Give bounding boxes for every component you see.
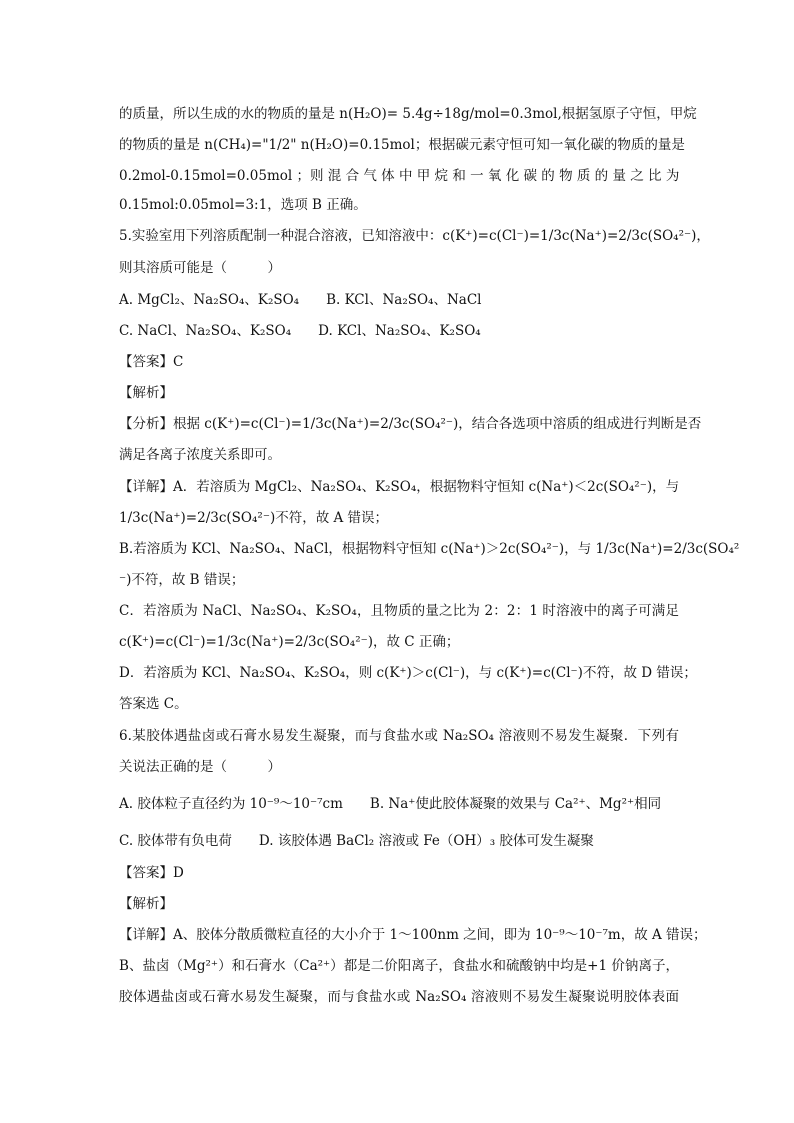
text-line: 答案选 C。	[119, 696, 188, 712]
text-line: C．若溶质为 NaCl、Na₂SO₄、K₂SO₄，且物质的量之比为 2：2：1 时溶液中的离子可满足	[119, 603, 679, 619]
text-line: B、盐卤（Mg²⁺）和石膏水（Ca²⁺）都是二价阳离子，食盐水和硫酸钠中均是+1 价钠离子，	[119, 958, 679, 974]
text-line: 【详解】A、胶体分散质微粒直径的大小介于 1～100nm 之间，即为 10⁻⁹～10⁻⁷m，故 A 错误；	[119, 927, 707, 943]
question-6-stem-cont: 关说法正确的是（ ）	[119, 759, 281, 775]
text-line: B.若溶质为 KCl、Na₂SO₄、NaCl，根据物料守恒知 c(Na⁺)＞2c(SO₄²⁻)，与 1/3c(Na⁺)=2/3c(SO₄²	[119, 541, 740, 557]
text-line: 0.2mol-0.15mol=0.05mol ；则 混 合 气 体 中 甲 烷 和 一 氧 化 碳 的 物 质 的 量 之 比 为	[119, 168, 680, 184]
text-line: 的质量，所以生成的水的物质的量是 n(H₂O)= 5.4g÷18g/mol=0.3mol,根据氢原子守恒，甲烷	[119, 106, 697, 122]
answer-label: 【答案】D	[119, 865, 184, 881]
question-6-options-ab: A. 胶体粒子直径约为 10⁻⁹～10⁻⁷cm B. Na⁺使此胶体凝聚的效果与 Ca²⁺、Mg²⁺相同	[119, 796, 662, 812]
question-6-options-cd: C. 胶体带有负电荷 D. 该胶体遇 BaCl₂ 溶液或 Fe（OH）₃ 胶体可发生凝聚	[119, 833, 594, 849]
answer-label: 【答案】C	[119, 354, 184, 370]
text-line: 1/3c(Na⁺)=2/3c(SO₄²⁻)不符，故 A 错误；	[119, 510, 389, 526]
question-5-stem-cont: 则其溶质可能是（ ）	[119, 260, 281, 276]
question-5-options-cd: C. NaCl、Na₂SO₄、K₂SO₄ D. KCl、Na₂SO₄、K₂SO₄	[119, 323, 481, 339]
analysis-label: 【解析】	[119, 385, 173, 401]
text-line: 【分析】根据 c(K⁺)=c(Cl⁻)=1/3c(Na⁺)=2/3c(SO₄²⁻)，结合各选项中溶质的组成进行判断是否	[119, 416, 702, 432]
question-6-stem: 6.某胶体遇盐卤或石膏水易发生凝聚，而与食盐水或 Na₂SO₄ 溶液则不易发生凝聚．下列有	[119, 728, 679, 744]
question-5-stem: 5.实验室用下列溶质配制一种混合溶液，已知溶液中：c(K⁺)=c(Cl⁻)=1/3c(Na⁺)=2/3c(SO₄²⁻)，	[119, 228, 710, 244]
text-line: 0.15mol:0.05mol=3:1，选项 B 正确。	[119, 197, 367, 213]
analysis-label: 【解析】	[119, 896, 173, 912]
text-line: c(K⁺)=c(Cl⁻)=1/3c(Na⁺)=2/3c(SO₄²⁻)，故 C 正确；	[119, 634, 460, 650]
text-line: 满足各离子浓度关系即可。	[119, 447, 281, 463]
text-line: 【详解】A．若溶质为 MgCl₂、Na₂SO₄、K₂SO₄，根据物料守恒知 c(Na⁺)＜2c(SO₄²⁻)，与	[119, 479, 680, 495]
question-5-options-ab: A. MgCl₂、Na₂SO₄、K₂SO₄ B. KCl、Na₂SO₄、NaCl	[119, 292, 482, 308]
text-line: 的物质的量是 n(CH₄)="1/2" n(H₂O)=0.15mol；根据碳元素守恒可知一氧化碳的物质的量是	[119, 137, 685, 153]
text-line: D．若溶质为 KCl、Na₂SO₄、K₂SO₄，则 c(K⁺)＞c(Cl⁻)，与 c(K⁺)=c(Cl⁻)不符，故 D 错误；	[119, 665, 697, 681]
text-line: ⁻)不符，故 B 错误；	[119, 572, 245, 588]
text-line: 胶体遇盐卤或石膏水易发生凝聚，而与食盐水或 Na₂SO₄ 溶液则不易发生凝聚说明胶体表面	[119, 989, 679, 1005]
